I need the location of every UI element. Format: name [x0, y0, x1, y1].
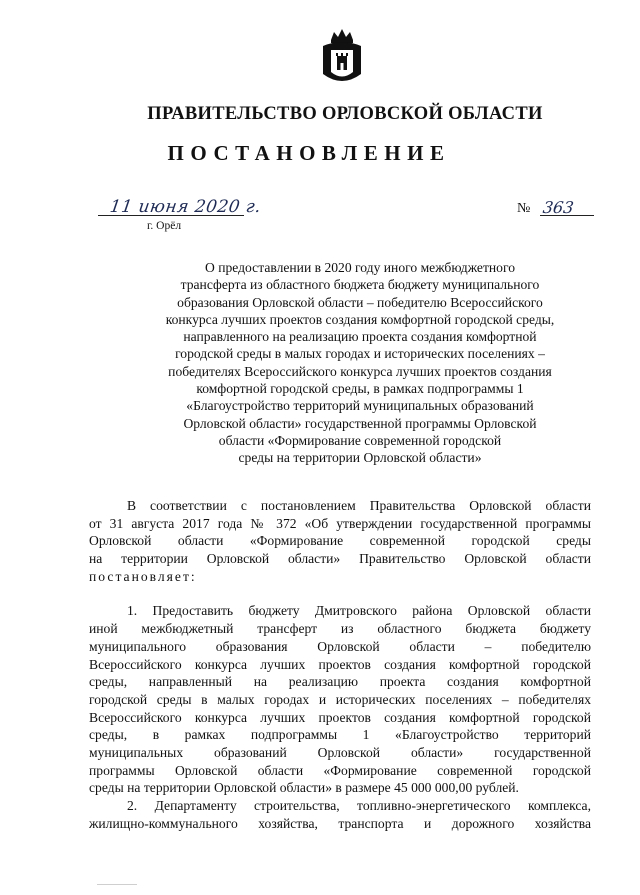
item-1-line: программы Орловской области «Формирование современной городской [89, 762, 591, 778]
preamble-line: от 31 августа 2017 года № 372 «Об утверждении государственной программы [89, 515, 591, 531]
item-1-line: Всероссийского конкурса лучших проектов создания комфортной городской [89, 656, 591, 672]
preamble-line: В соответствии с постановлением Правительства Орловской области [127, 498, 591, 513]
city-label: г. Орёл [147, 220, 182, 232]
subject-line: комфортной городской среды, в рамках подпрограммы 1 [196, 381, 524, 397]
document-type-title: ПОСТАНОВЛЕНИЕ [167, 141, 451, 165]
item-1-line: муниципального образования Орловской области – победителю [89, 638, 591, 654]
subject-line: городской среды в малых городах и исторических поселениях – [175, 346, 545, 362]
item-2-paragraph [89, 797, 591, 832]
item-2-line: 2. Департаменту строительства, топливно-энергетического комплекса, [127, 798, 591, 813]
document-body [89, 497, 591, 832]
item-1-paragraph [89, 602, 591, 797]
preamble-line: Орловской области «Формирование современной городской среды [89, 533, 591, 549]
item-1-line: среды на территории Орловской области» в размере 45 000 000,00 рублей. [89, 780, 519, 796]
subject-line: области «Формирование современной городской [218, 432, 502, 448]
item-2-line: жилищно-коммунального хозяйства, транспорта и дорожного хозяйства [89, 815, 591, 831]
subject-line: О предоставлении в 2020 году иного межбюджетного [204, 260, 516, 275]
date-underline [98, 215, 244, 216]
item-1-line: иной межбюджетный трансферт из областного бюджета бюджету [89, 621, 591, 637]
subject-line: победителях Всероссийского конкурса лучших проектов создания [168, 363, 552, 379]
handwritten-date: 11 июня 2020 г. [108, 197, 263, 217]
coat-of-arms-emblem [319, 26, 365, 90]
document-subject [130, 259, 590, 467]
item-1-line: городской среды в малых городах и исторических поселениях – победителях [89, 691, 591, 707]
subject-line: среды на территории Орловской области» [238, 450, 482, 466]
subject-line: конкурса лучших проектов создания комфортной городской среды, [165, 311, 555, 327]
subject-line: направленного на реализацию проекта создания комфортной [183, 329, 537, 345]
paragraph-gap [89, 585, 591, 602]
preamble-line: постановляет: [89, 568, 197, 584]
item-1-line: 1. Предоставить бюджету Дмитровского района Орловской области [127, 603, 591, 619]
preamble-paragraph [89, 497, 591, 585]
preamble-line: на территории Орловской области» Правительство Орловской области [89, 551, 591, 567]
subject-line: трансферта из областного бюджета бюджету муниципального [180, 277, 540, 293]
item-1-line: Всероссийского конкурса лучших проектов создания комфортной городской [89, 709, 591, 725]
item-1-line: муниципальных образований Орловской области» государственной [89, 744, 591, 760]
subject-line: образования Орловской области – победителю Всероссийского [177, 294, 543, 310]
item-1-line: среды, направленный на реализацию проекта создания комфортной [89, 674, 591, 690]
subject-line: Орловской области» государственной программы Орловской [183, 415, 537, 431]
handwritten-number: 363 [541, 198, 575, 217]
number-sign: № [517, 201, 531, 216]
scan-edge-mark [97, 884, 137, 891]
subject-line: «Благоустройство территорий муниципальных образований [186, 398, 534, 414]
organization-title: ПРАВИТЕЛЬСТВО ОРЛОВСКОЙ ОБЛАСТИ [147, 104, 543, 124]
item-1-line: среды, в рамках подпрограммы 1 «Благоустройство территорий [89, 727, 591, 743]
number-underline [540, 215, 594, 216]
